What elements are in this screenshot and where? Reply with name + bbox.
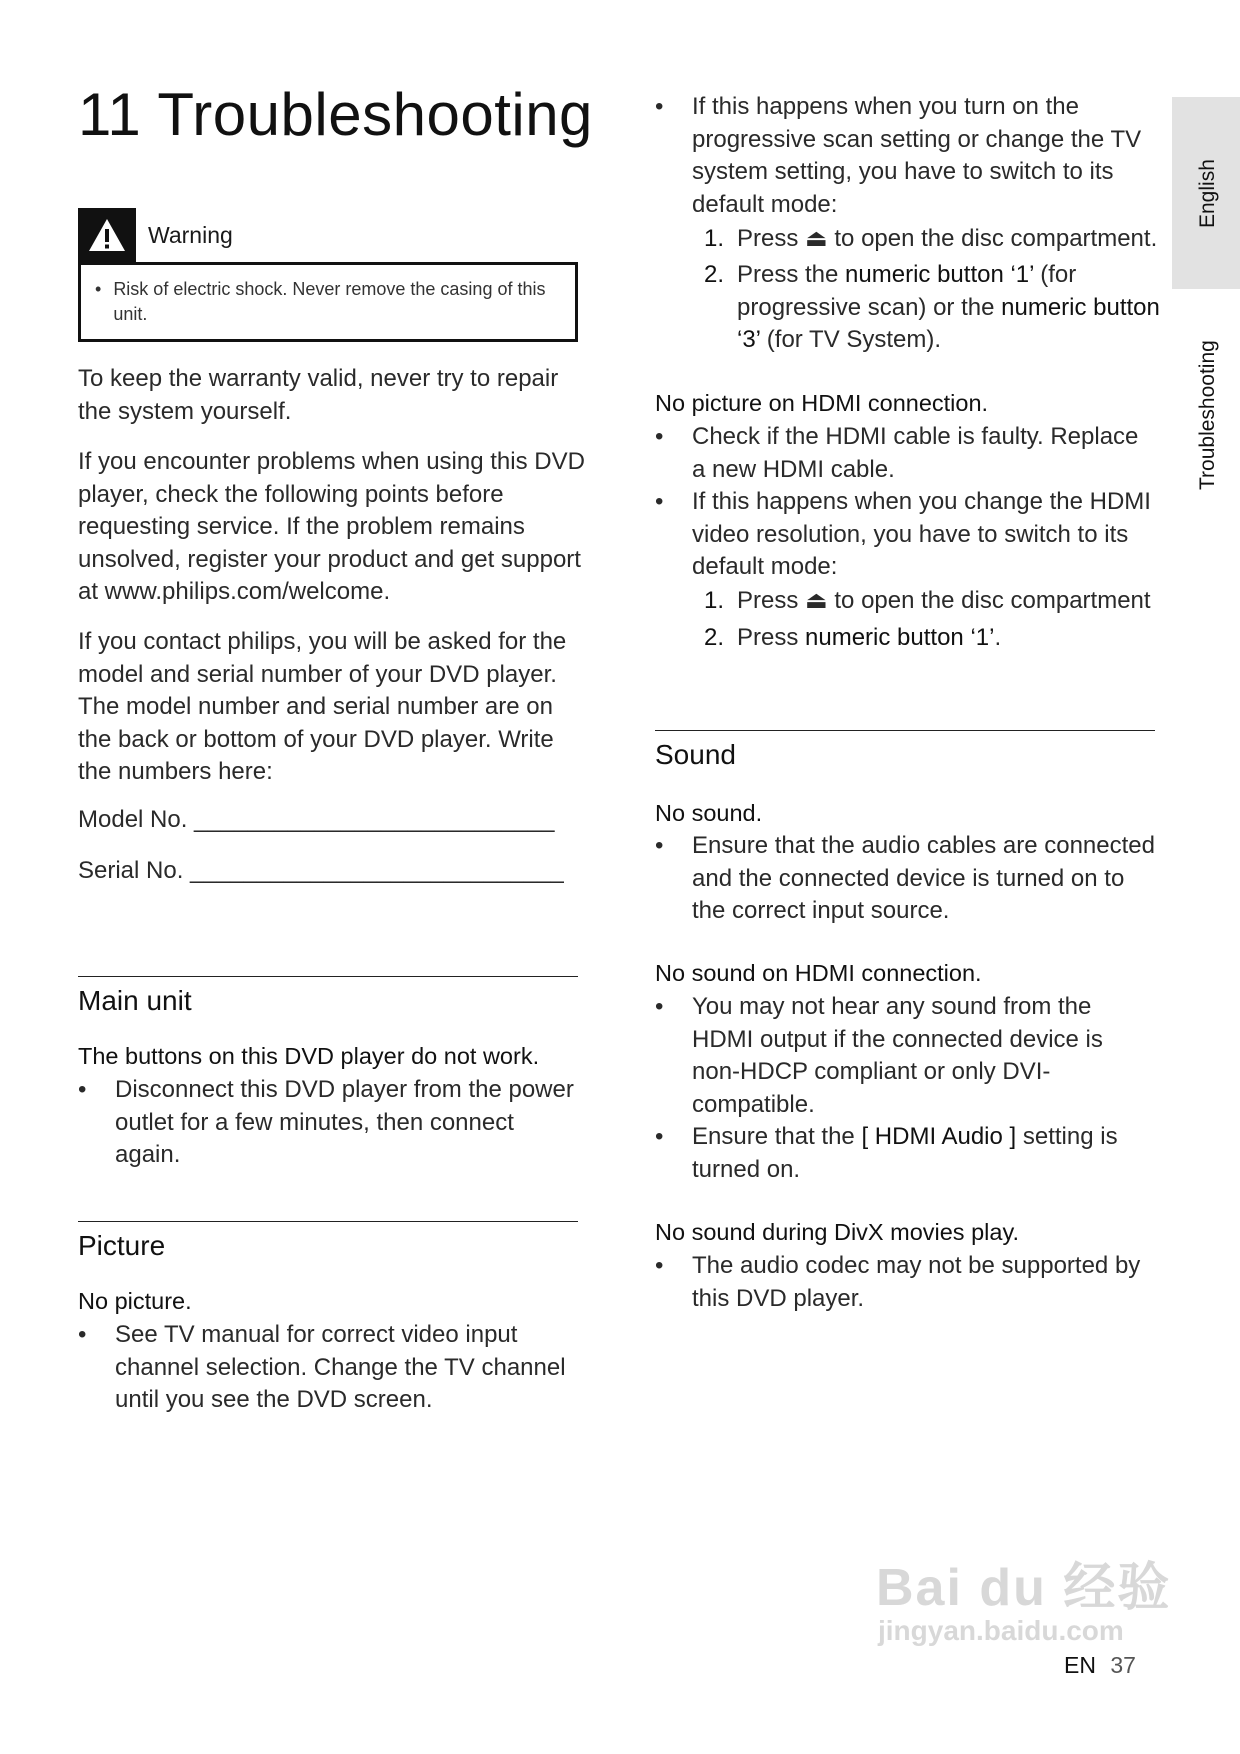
hdcp-answer: You may not hear any sound from the HDMI output if the connected device is non-HDCP compliant or only DVI-compatible.: [692, 993, 1103, 1118]
bullet: •: [655, 1123, 664, 1150]
step-item: [704, 622, 1164, 655]
divx-sound-question: No sound during DivX movies play.: [655, 1219, 1019, 1245]
no-sound-question: No sound.: [655, 800, 763, 826]
bullet: •: [655, 488, 664, 515]
main-unit-question: The buttons on this DVD player do not work.: [78, 1043, 540, 1069]
picture-heading: Picture: [78, 1230, 166, 1261]
warning-icon: [78, 208, 136, 262]
section-tab-label: Troubleshooting: [1196, 340, 1219, 490]
list-item: [655, 486, 1155, 584]
main-unit-answer: Disconnect this DVD player from the power outlet for a few minutes, then connect again.: [115, 1076, 574, 1168]
language-tab-label: English: [1196, 159, 1219, 228]
bullet: •: [95, 279, 102, 299]
step-item: [704, 223, 1164, 256]
hdmi-audio-answer: Ensure that the [ HDMI Audio ] setting is turned on.: [692, 1123, 1118, 1183]
service-paragraph: If you encounter problems when using this DVD player, check the following points before requesting service. If the problem remains unsolved, register your product and get support at www.philips.com/welcome.: [78, 448, 585, 605]
bullet: •: [655, 832, 664, 859]
bullet: •: [655, 993, 664, 1020]
list-item: [78, 1319, 578, 1417]
step-item: [704, 585, 1164, 618]
picture-question: No picture.: [78, 1288, 192, 1314]
hdmi-picture-question: No picture on HDMI connection.: [655, 390, 989, 416]
step-number: 2.: [704, 261, 725, 288]
bullet: •: [655, 93, 664, 120]
eject-icon: ⏏: [805, 225, 828, 252]
warranty-paragraph: To keep the warranty valid, never try to repair the system yourself.: [78, 365, 559, 425]
model-number-line: Model No. ___________________________: [78, 806, 555, 833]
page-footer: [1064, 1652, 1136, 1679]
sound-heading: Sound: [655, 739, 736, 770]
contact-paragraph: If you contact philips, you will be asked for the model and serial number of your DVD player. The model number and serial number are on the back or bottom of your DVD player. Write the numbers here:: [78, 628, 567, 785]
watermark-logo: Bai du 经验: [876, 1559, 1172, 1617]
section-divider: [655, 730, 1155, 731]
list-item: [655, 1250, 1155, 1315]
warning-body: [78, 262, 578, 342]
step-text: Press numeric button ‘1’.: [737, 624, 1002, 651]
no-sound-answer: Ensure that the audio cables are connected and the connected device is turned on to the correct input source.: [692, 832, 1155, 924]
main-unit-heading: Main unit: [78, 985, 192, 1016]
list-item: [655, 421, 1155, 486]
bullet: •: [655, 1252, 664, 1279]
bullet: •: [655, 423, 664, 450]
warning-box: [78, 208, 578, 342]
bullet: •: [78, 1321, 87, 1348]
step-number: 2.: [704, 624, 725, 651]
step-item: [704, 259, 1164, 357]
page-number: 37: [1110, 1652, 1136, 1678]
divx-answer: The audio codec may not be supported by this DVD player.: [692, 1252, 1141, 1312]
watermark: [876, 1560, 1171, 1646]
warning-text: Risk of electric shock. Never remove the casing of this unit.: [113, 279, 546, 324]
serial-number-line: Serial No. ____________________________: [78, 857, 564, 884]
hdmi-cable-answer: Check if the HDMI cable is faulty. Replace a new HDMI cable.: [692, 423, 1139, 483]
hdmi-sound-question: No sound on HDMI connection.: [655, 960, 982, 986]
list-item: [655, 830, 1155, 928]
step-number: 1.: [704, 225, 725, 252]
progressive-scan-note: If this happens when you turn on the progressive scan setting or change the TV system setting, you have to switch to its default mode:: [692, 93, 1142, 218]
warning-header: [78, 208, 578, 262]
section-divider: [78, 976, 578, 977]
eject-icon: ⏏: [805, 587, 828, 614]
bullet: •: [78, 1076, 87, 1103]
hdmi-resolution-answer: If this happens when you change the HDMI video resolution, you have to switch to its default mode:: [692, 488, 1151, 580]
step-text: Press ⏏ to open the disc compartment: [737, 587, 1151, 614]
page-title: 11 Troubleshooting: [78, 81, 593, 148]
step-text: Press the numeric button ‘1’ (for progressive scan) or the numeric button ‘3’ (for TV System).: [737, 261, 1160, 353]
step-number: 1.: [704, 587, 725, 614]
list-item: [78, 1074, 578, 1172]
list-item: [655, 91, 1155, 221]
footer-language: EN: [1064, 1652, 1096, 1678]
picture-answer: See TV manual for correct video input channel selection. Change the TV channel until you see the DVD screen.: [115, 1321, 566, 1413]
watermark-url: jingyan.baidu.com: [878, 1615, 1124, 1646]
list-item: [655, 1121, 1155, 1186]
section-divider: [78, 1221, 578, 1222]
step-text: Press ⏏ to open the disc compartment.: [737, 225, 1158, 252]
list-item: [655, 991, 1155, 1121]
warning-label: Warning: [148, 221, 233, 248]
